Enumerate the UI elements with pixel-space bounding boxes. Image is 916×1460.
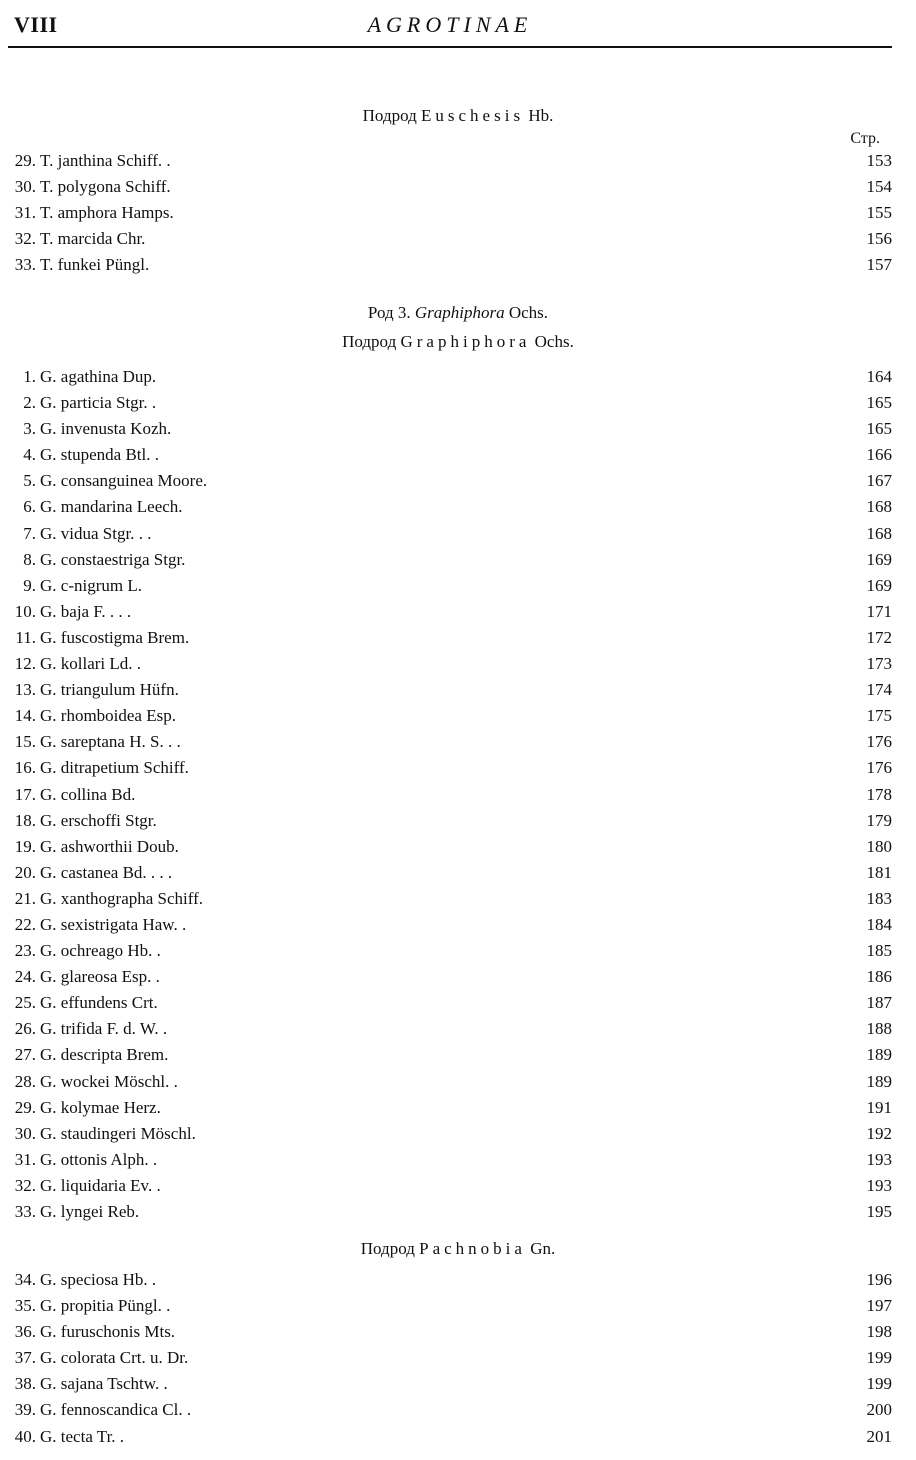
entry-number: 31. (14, 203, 36, 223)
species-name: G. xanthographa Schiff. (40, 888, 204, 908)
list-item (0, 729, 916, 755)
page-number: 196 (866, 1270, 892, 1289)
entry-number: 8. (23, 549, 36, 569)
species-name: T. funkei Püngl. (40, 255, 150, 275)
entry-number: 10. (14, 601, 36, 621)
species-name: G. lyngei Reb. (40, 1202, 140, 1221)
list-item (0, 416, 916, 442)
heading-author: Hb. (528, 106, 554, 125)
entry-number: 40. (14, 1426, 36, 1446)
species-name: G. particia Stgr. . (40, 393, 157, 413)
list-item (0, 703, 916, 729)
species-name: G. sajana Tschtw. . (40, 1374, 168, 1394)
list-item (0, 1095, 916, 1121)
list-item (0, 1173, 916, 1199)
entry-number: 16. (14, 758, 36, 778)
list-item (0, 442, 916, 468)
species-name: G. ashworthii Doub. (40, 836, 179, 856)
list-item (0, 1319, 916, 1345)
list-item (0, 1147, 916, 1173)
page-number: 201 (866, 1426, 892, 1446)
species-name: G. staudingeri Möschl. (40, 1123, 196, 1143)
genus-heading (0, 302, 916, 324)
list-item (0, 677, 916, 703)
species-name: G. sareptana H. S. . . (40, 732, 181, 752)
entry-list-pachnobia (0, 1267, 916, 1450)
list-item (0, 1069, 916, 1095)
list-item (0, 1293, 916, 1319)
entry-number: 7. (23, 523, 36, 543)
species-name: G. wockei Möschl. . (40, 1071, 178, 1091)
entry-number: 38. (14, 1374, 36, 1394)
entry-number: 29. (14, 1097, 36, 1117)
species-name: G. triangulum Hüfn. (40, 680, 179, 700)
entry-list-graphiphora (0, 364, 916, 1225)
entry-number: 5. (23, 471, 36, 491)
species-name: G. ottonis Alph. . (40, 1149, 158, 1169)
list-item (0, 1345, 916, 1371)
species-name: G. sexistrigata Haw. . (40, 914, 187, 934)
page-number: 198 (866, 1322, 892, 1342)
species-name: G. tecta Tr. . (40, 1426, 125, 1446)
entry-number: 2. (23, 393, 36, 413)
species-name: G. speciosa Hb. . (40, 1270, 157, 1289)
page-number: 192 (866, 1123, 892, 1143)
list-item (0, 1042, 916, 1068)
entry-number: 14. (14, 706, 36, 726)
page-number: 155 (866, 203, 892, 223)
page-number: 165 (866, 393, 892, 413)
list-item (0, 808, 916, 834)
page-number: 195 (866, 1202, 892, 1221)
heading-prefix: Подрод (360, 1239, 415, 1258)
entry-number: 17. (14, 784, 36, 804)
species-name: T. marcida Chr. (40, 229, 146, 249)
list-item (0, 494, 916, 520)
species-name: G. effundens Crt. (40, 993, 158, 1013)
entry-number: 9. (23, 575, 36, 595)
page-number: 181 (866, 862, 892, 882)
page-number: 168 (866, 497, 892, 517)
subgenus-heading-graphiphora (0, 331, 916, 353)
page-folio: VIII (14, 12, 58, 37)
page-number: 200 (866, 1400, 892, 1420)
entry-number: 11. (15, 627, 36, 647)
list-item (0, 625, 916, 651)
entry-number: 21. (14, 888, 36, 908)
entry-number: 36. (14, 1322, 36, 1342)
page-number: 176 (866, 732, 892, 752)
species-name: G. consanguinea Moore. (40, 471, 208, 491)
list-item (0, 1397, 916, 1423)
species-name: G. liquidaria Ev. . (40, 1175, 161, 1195)
species-name: G. stupenda Btl. . (40, 445, 159, 465)
species-name: G. mandarina Leech. (40, 497, 183, 517)
running-title: AGROTINAE (367, 12, 533, 37)
list-item (0, 599, 916, 625)
list-item (0, 573, 916, 599)
page-number: 156 (866, 229, 892, 249)
list-item (0, 1267, 916, 1293)
page-number: 164 (866, 367, 892, 386)
page-number: 191 (866, 1097, 892, 1117)
species-name: G. erschoffi Stgr. (40, 810, 157, 830)
entry-number: 19. (14, 836, 36, 856)
entry-number: 15. (14, 732, 36, 752)
heading-author: Gn. (530, 1239, 556, 1258)
entry-number: 12. (14, 654, 36, 674)
list-item (0, 547, 916, 573)
entry-number: 23. (14, 941, 36, 961)
page-column-label: Стр. (850, 130, 880, 147)
page-number: 189 (866, 1045, 892, 1065)
species-name: G. propitia Püngl. . (40, 1296, 171, 1316)
entry-number: 13. (14, 680, 36, 700)
page-number: 187 (866, 993, 892, 1013)
page-number: 169 (866, 549, 892, 569)
list-item (0, 200, 916, 226)
page-number: 193 (866, 1149, 892, 1169)
species-name: G. glareosa Esp. . (40, 967, 160, 987)
page-number: 197 (866, 1296, 892, 1316)
page-number: 193 (866, 1175, 892, 1195)
page-number: 175 (866, 706, 892, 726)
species-name: G. c-nigrum L. (40, 575, 142, 595)
page-number: 172 (866, 627, 892, 647)
list-item (0, 834, 916, 860)
species-name: G. trifida F. d. W. . (40, 1019, 168, 1039)
species-name: G. rhomboidea Esp. (40, 706, 176, 726)
species-name: G. fennoscandica Cl. . (40, 1400, 192, 1420)
heading-author: Ochs. (508, 303, 549, 322)
entry-number: 4. (23, 445, 36, 465)
list-item (0, 364, 916, 390)
list-item (0, 1016, 916, 1042)
entry-number: 26. (14, 1019, 36, 1039)
page-number: 184 (866, 914, 892, 934)
list-item (0, 886, 916, 912)
species-name: G. colorata Crt. u. Dr. (40, 1348, 189, 1368)
species-name: G. constaestriga Stgr. (40, 549, 186, 569)
page-number: 179 (866, 810, 892, 830)
heading-name: Pachnobia (419, 1239, 526, 1258)
heading-name: Graphiphora (414, 303, 505, 322)
heading-name: Graphiphora (400, 332, 531, 351)
list-item (0, 148, 916, 174)
page-number: 199 (866, 1348, 892, 1368)
page-number: 153 (866, 151, 892, 170)
list-item (0, 1424, 916, 1450)
page-number: 188 (866, 1019, 892, 1039)
list-item (0, 860, 916, 886)
page-number: 183 (866, 888, 892, 908)
species-name: G. vidua Stgr. . . (40, 523, 152, 543)
entry-number: 6. (23, 497, 36, 517)
species-name: G. castanea Bd. . . . (40, 862, 173, 882)
entry-number: 18. (14, 810, 36, 830)
entry-number: 24. (14, 967, 36, 987)
list-item (0, 1121, 916, 1147)
list-item (0, 1371, 916, 1397)
list-item (0, 390, 916, 416)
species-name: T. janthina Schiff. . (40, 151, 171, 170)
species-name: G. invenusta Kozh. (40, 419, 172, 439)
page-number: 186 (866, 967, 892, 987)
species-name: T. polygona Schiff. (40, 177, 171, 197)
list-item (0, 782, 916, 808)
list-item (0, 226, 916, 252)
entry-number: 1. (23, 367, 36, 386)
species-name: G. ditrapetium Schiff. (40, 758, 189, 778)
entry-number: 25. (14, 993, 36, 1013)
species-name: G. furuschonis Mts. (40, 1322, 176, 1342)
species-name: G. fuscostigma Brem. (40, 627, 190, 647)
entry-number: 20. (14, 862, 36, 882)
heading-author: Ochs. (534, 332, 574, 351)
page-number: 157 (866, 255, 892, 275)
page-number: 169 (866, 575, 892, 595)
species-name: G. ochreago Hb. . (40, 941, 161, 961)
list-item (0, 990, 916, 1016)
list-item (0, 468, 916, 494)
page-number: 154 (866, 177, 892, 197)
list-item (0, 174, 916, 200)
page-number: 168 (866, 523, 892, 543)
entry-number: 39. (14, 1400, 36, 1420)
entry-number: 31. (14, 1149, 36, 1169)
species-name: T. amphora Hamps. (40, 203, 174, 223)
species-name: G. agathina Dup. (40, 367, 157, 386)
heading-prefix: Подрод (362, 106, 417, 125)
entry-number: 33. (14, 255, 36, 275)
species-name: G. kollari Ld. . (40, 654, 142, 674)
entry-number: 29. (14, 151, 36, 170)
subgenus-heading-pachnobia (0, 1238, 916, 1260)
list-item (0, 964, 916, 990)
heading-prefix: Подрод (342, 332, 397, 351)
page-number: 165 (866, 419, 892, 439)
heading-prefix: Род 3. (367, 303, 411, 322)
entry-number: 28. (14, 1071, 36, 1091)
list-item (0, 755, 916, 781)
subgenus-heading-euschesis (0, 105, 916, 127)
entry-number: 30. (14, 1123, 36, 1143)
list-item (0, 938, 916, 964)
species-name: G. collina Bd. (40, 784, 136, 804)
page-number: 166 (866, 445, 892, 465)
heading-name: Euschesis (421, 106, 525, 125)
entry-number: 22. (14, 914, 36, 934)
entry-number: 3. (23, 419, 36, 439)
page-number: 167 (866, 471, 892, 491)
species-name: G. descripta Brem. (40, 1045, 169, 1065)
page-number: 180 (866, 836, 892, 856)
entry-number: 34. (14, 1270, 36, 1289)
entry-number: 37. (14, 1348, 36, 1368)
page-number: 176 (866, 758, 892, 778)
entry-number: 33. (14, 1202, 36, 1221)
page-number: 199 (866, 1374, 892, 1394)
list-item (0, 651, 916, 677)
page-number: 174 (866, 680, 892, 700)
page-number: 171 (866, 601, 892, 621)
list-item (0, 912, 916, 938)
entry-number: 30. (14, 177, 36, 197)
list-item (0, 521, 916, 547)
running-head (8, 10, 892, 48)
entry-number: 27. (14, 1045, 36, 1065)
page-number: 173 (866, 654, 892, 674)
entry-number: 32. (14, 229, 36, 249)
species-name: G. kolymae Herz. (40, 1097, 161, 1117)
page-number: 185 (866, 941, 892, 961)
page-number: 189 (866, 1071, 892, 1091)
list-item (0, 1199, 916, 1225)
list-item (0, 252, 916, 278)
page-number: 178 (866, 784, 892, 804)
entry-list-euschesis (0, 148, 916, 278)
species-name: G. baja F. . . . (40, 601, 132, 621)
entry-number: 35. (14, 1296, 36, 1316)
entry-number: 32. (14, 1175, 36, 1195)
